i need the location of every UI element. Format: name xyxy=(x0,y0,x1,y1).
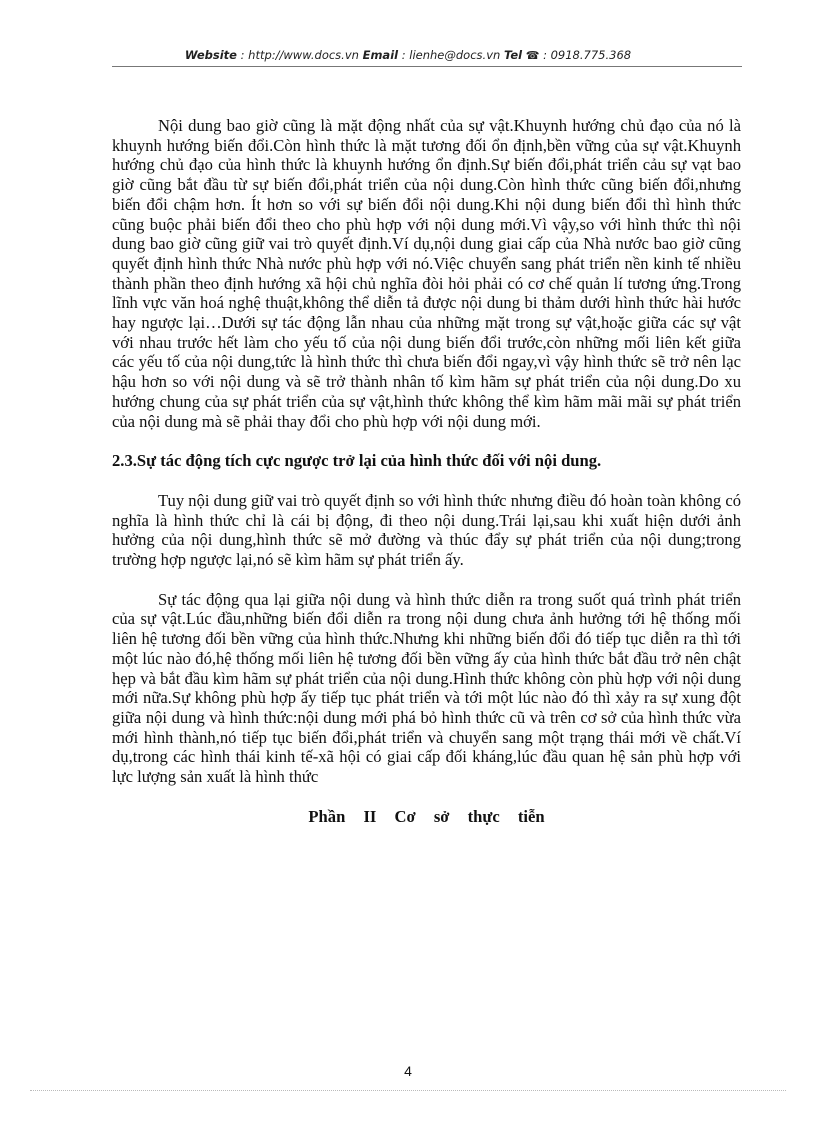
paragraph-gap xyxy=(112,431,741,451)
page-number: 4 xyxy=(404,1063,412,1079)
paragraph-form-influence: Tuy nội dung giữ vai trò quyết định so với hình thức nhưng điều đó hoàn toàn không có nghĩa là hình thức chỉ là cái bị động, đi theo nội dung.Trái lại,sau khi xuất hiện dưới ảnh hưởng của nội dung,hình thức sẽ mở đường và thúc đẩy sự phát triển của nội dung;trong trường hợp ngược lại,nó sẽ kìm hãm sự phát triển ấy. xyxy=(112,490,741,570)
tel-separator: : xyxy=(539,48,551,62)
page-header xyxy=(0,48,816,62)
website-separator: : xyxy=(236,48,249,62)
page-content xyxy=(112,116,741,827)
page-bottom-border xyxy=(30,1090,786,1091)
website-label: Website xyxy=(184,48,237,62)
email-separator: : xyxy=(398,48,410,62)
header-divider xyxy=(112,66,742,67)
email-value: lienhe@docs.vn xyxy=(409,48,501,62)
paragraph-gap xyxy=(112,471,741,491)
paragraph-gap xyxy=(112,787,741,807)
tel-label: Tel xyxy=(503,48,523,62)
email-label: Email xyxy=(362,48,399,62)
part-title: Phần II Cơ sở thực tiễn xyxy=(308,806,545,826)
paragraph-gap xyxy=(112,570,741,590)
website-value: http://www.docs.vn xyxy=(248,48,359,62)
section-heading: 2.3.Sự tác động tích cực ngược trở lại của hình thức đối với nội dung. xyxy=(112,451,602,471)
paragraph-interaction: Sự tác động qua lại giữa nội dung và hình thức diễn ra trong suốt quá trình phát triển của sự vật.Lúc đầu,những biến đổi diễn ra trong nội dung chưa ảnh hưởng tới hệ thống mối liên hệ tương đối bền vững của hình thức.Nhưng khi những biến đổi đó tiếp tục diễn ra thì tới một lúc nào đó,hệ thống mối liên hệ tương đối bền vững ấy của hình thức bắt đầu trở nên chật hẹp và bắt đầu kìm hãm sự phát triển của nội dung.Hình thức không còn phù hợp với nội dung mới nữa.Sự không phù hợp ấy tiếp tục phát triển và tới một lúc nào đó thì xảy ra sự xung đột giữa nội dung và hình thức:nội dung mới phá bỏ hình thức cũ và trên cơ sở của hình thức vừa mới hình thành,nó tiếp tục biến đổi,phát triển và chuyển sang một trạng thái mới về chất.Ví dụ,trong các hình thái kinh tế-xã hội có giai cấp đối kháng,lúc đầu quan hệ sản phù hợp với lực lượng sản xuất là hình thức xyxy=(112,589,741,787)
tel-value: 0918.775.368 xyxy=(550,48,632,62)
paragraph-content-dominance: Nội dung bao giờ cũng là mặt động nhất của sự vật.Khuynh hướng chủ đạo của nó là khuynh hướng biến đổi.Còn hình thức là mặt tương đối ổn định,bền vững của sự vật.Khuynh hướng chủ đạo của hình thức là khuynh hướng ổn định.Sự biến đổi,phát triển cảu sự vạt bao giờ cũng bắt đầu từ sự biến đổi,phát triển của nội dung.Còn hình thức cũng biến đổi,nhưng biến đổi chậm hơn. Ít hơn so với sự biến đổi nội dung.Khi nội dung biến đổi thì hình thức cũng buộc phải biến đổi theo cho phù hợp với nội dung mới.Vì vậy,so với hình thức thì nội dung bao giờ cũng giữ vai trò quyết định.Ví dụ,nội dung giai cấp của Nhà nước bao giờ cũng quyết định hình thức Nhà nước phù hợp với nó.Việc chuyển sang phát triển nền kinh tế nhiều thành phần theo định hướng xã hội chủ nghĩa đòi hỏi phải có cơ chế quản lí tương ứng.Trong lĩnh vực văn hoá nghệ thuật,không thể diễn tả được nội dung bi thảm dưới hình thức hài hước hay ngược lại…Dưới sự tác động lẫn nhau của những mặt trong sự vật,hoặc giữa các sự vật với nhau trước hết làm cho yếu tố của nội dung biến đổi trước,còn những mối liên kết giữa các yếu tố của nội dung,tức là hình thức thì chưa biến đổi ngay,vì vậy hình thức sẽ trở nên lạc hậu hơn so với nội dung và sẽ trở thành nhân tố kìm hãm sự phát triển của nội dung.Do xu hướng chung của sự phát triển của sự vật,hình thức không thể kìm hãm mãi mãi sự phát triển của nội dung mà sẽ phải thay đổi cho phù hợp với nội dung mới. xyxy=(112,116,741,431)
telephone-icon: ☎ xyxy=(525,49,540,62)
